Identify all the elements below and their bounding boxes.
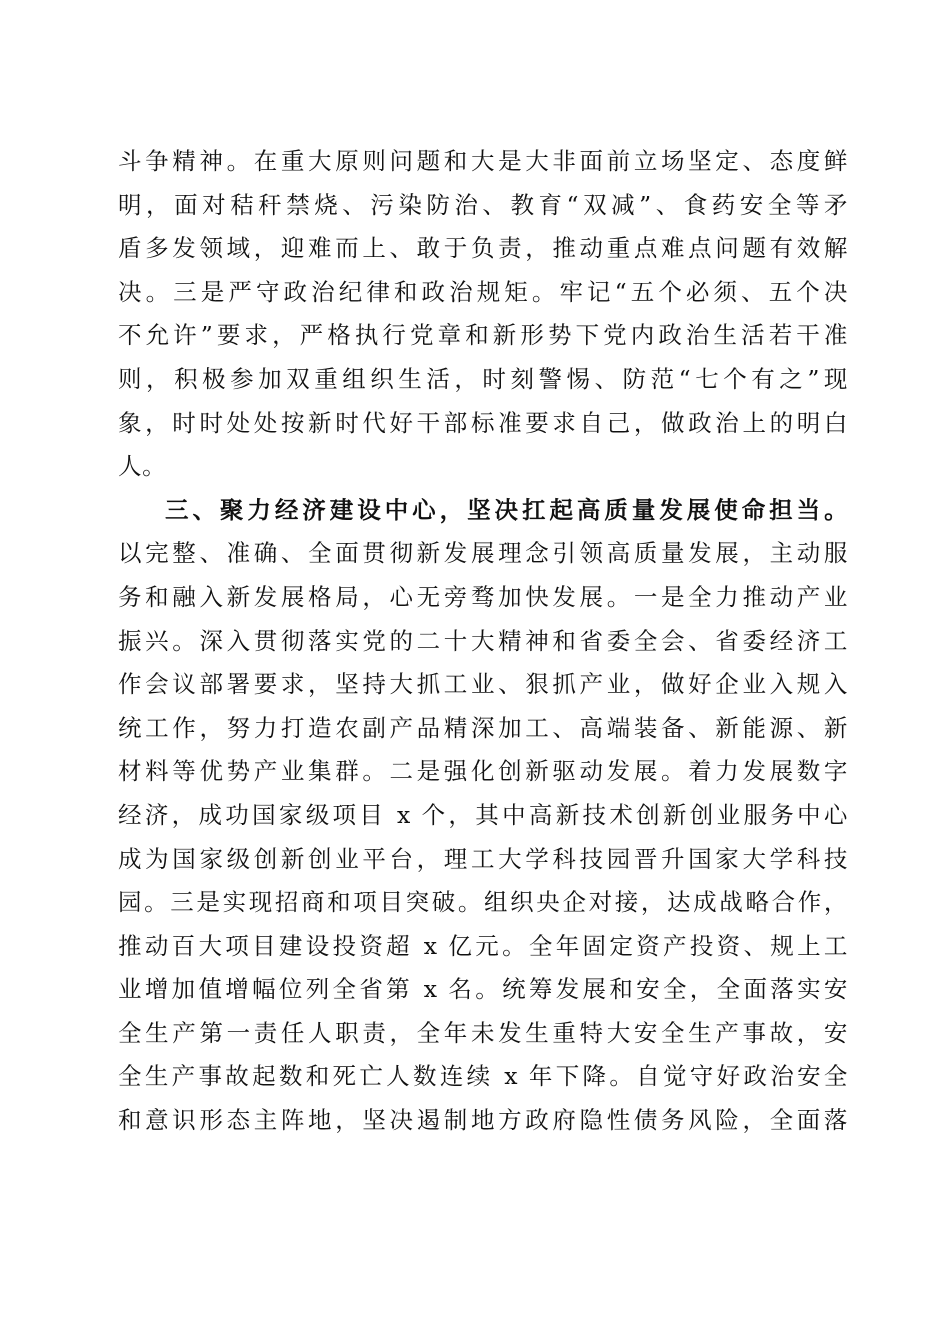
text-line-22: 全生产事故起数和死亡人数连续 x 年下降。自觉守好政治安全 bbox=[118, 1062, 848, 1091]
text-line-14: 统工作，努力打造农副产品精深加工、高端装备、新能源、新 bbox=[118, 713, 848, 742]
text-line-1: 斗争精神。在重大原则问题和大是大非面前立场坚定、态度鲜 bbox=[118, 147, 848, 175]
text-line-16: 经济，成功国家级项目 x 个，其中高新技术创新创业服务中心 bbox=[118, 800, 848, 829]
text-line-12: 振兴。深入贯彻落实党的二十大精神和省委全会、省委经济工 bbox=[118, 626, 848, 655]
text-line-10: 以完整、准确、全面贯彻新发展理念引领高质量发展，主动服 bbox=[118, 539, 848, 568]
text-line-2: 明，面对秸秆禁烧、污染防治、教育“双减”、食药安全等矛 bbox=[118, 190, 848, 219]
text-line-15: 材料等优势产业集群。二是强化创新驱动发展。着力发展数字 bbox=[118, 757, 848, 786]
text-line-17: 成为国家级创新创业平台，理工大学科技园晋升国家大学科技 bbox=[118, 844, 848, 873]
section-heading: 三、聚力经济建设中心，坚决扛起高质量发展使命担当。 bbox=[165, 495, 848, 524]
text-line-6: 则，积极参加双重组织生活，时刻警惕、防范“七个有之”现 bbox=[118, 364, 848, 393]
text-line-7: 象，时时处处按新时代好干部标准要求自己，做政治上的明白 bbox=[118, 408, 848, 437]
text-line-4: 决。三是严守政治纪律和政治规矩。牢记“五个必须、五个决 bbox=[118, 277, 848, 306]
text-line-23: 和意识形态主阵地，坚决遏制地方政府隐性债务风险，全面落 bbox=[118, 1106, 848, 1135]
text-line-5: 不允许”要求，严格执行党章和新形势下党内政治生活若干准 bbox=[118, 321, 848, 350]
text-line-8: 人。 bbox=[118, 452, 167, 481]
body-text bbox=[118, 140, 848, 1143]
text-line-21: 全生产第一责任人职责，全年未发生重特大安全生产事故，安 bbox=[118, 1018, 848, 1047]
text-line-19: 推动百大项目建设投资超 x 亿元。全年固定资产投资、规上工 bbox=[118, 931, 848, 960]
text-line-11: 务和融入新发展格局，心无旁骛加快发展。一是全力推动产业 bbox=[118, 582, 848, 611]
text-line-18: 园。三是实现招商和项目突破。组织央企对接，达成战略合作， bbox=[118, 888, 848, 917]
text-line-20: 业增加值增幅位列全省第 x 名。统筹发展和安全，全面落实安 bbox=[118, 975, 848, 1004]
text-line-3: 盾多发领域，迎难而上、敢于负责，推动重点难点问题有效解 bbox=[118, 234, 848, 263]
text-line-13: 作会议部署要求，坚持大抓工业、狠抓产业，做好企业入规入 bbox=[118, 670, 848, 699]
